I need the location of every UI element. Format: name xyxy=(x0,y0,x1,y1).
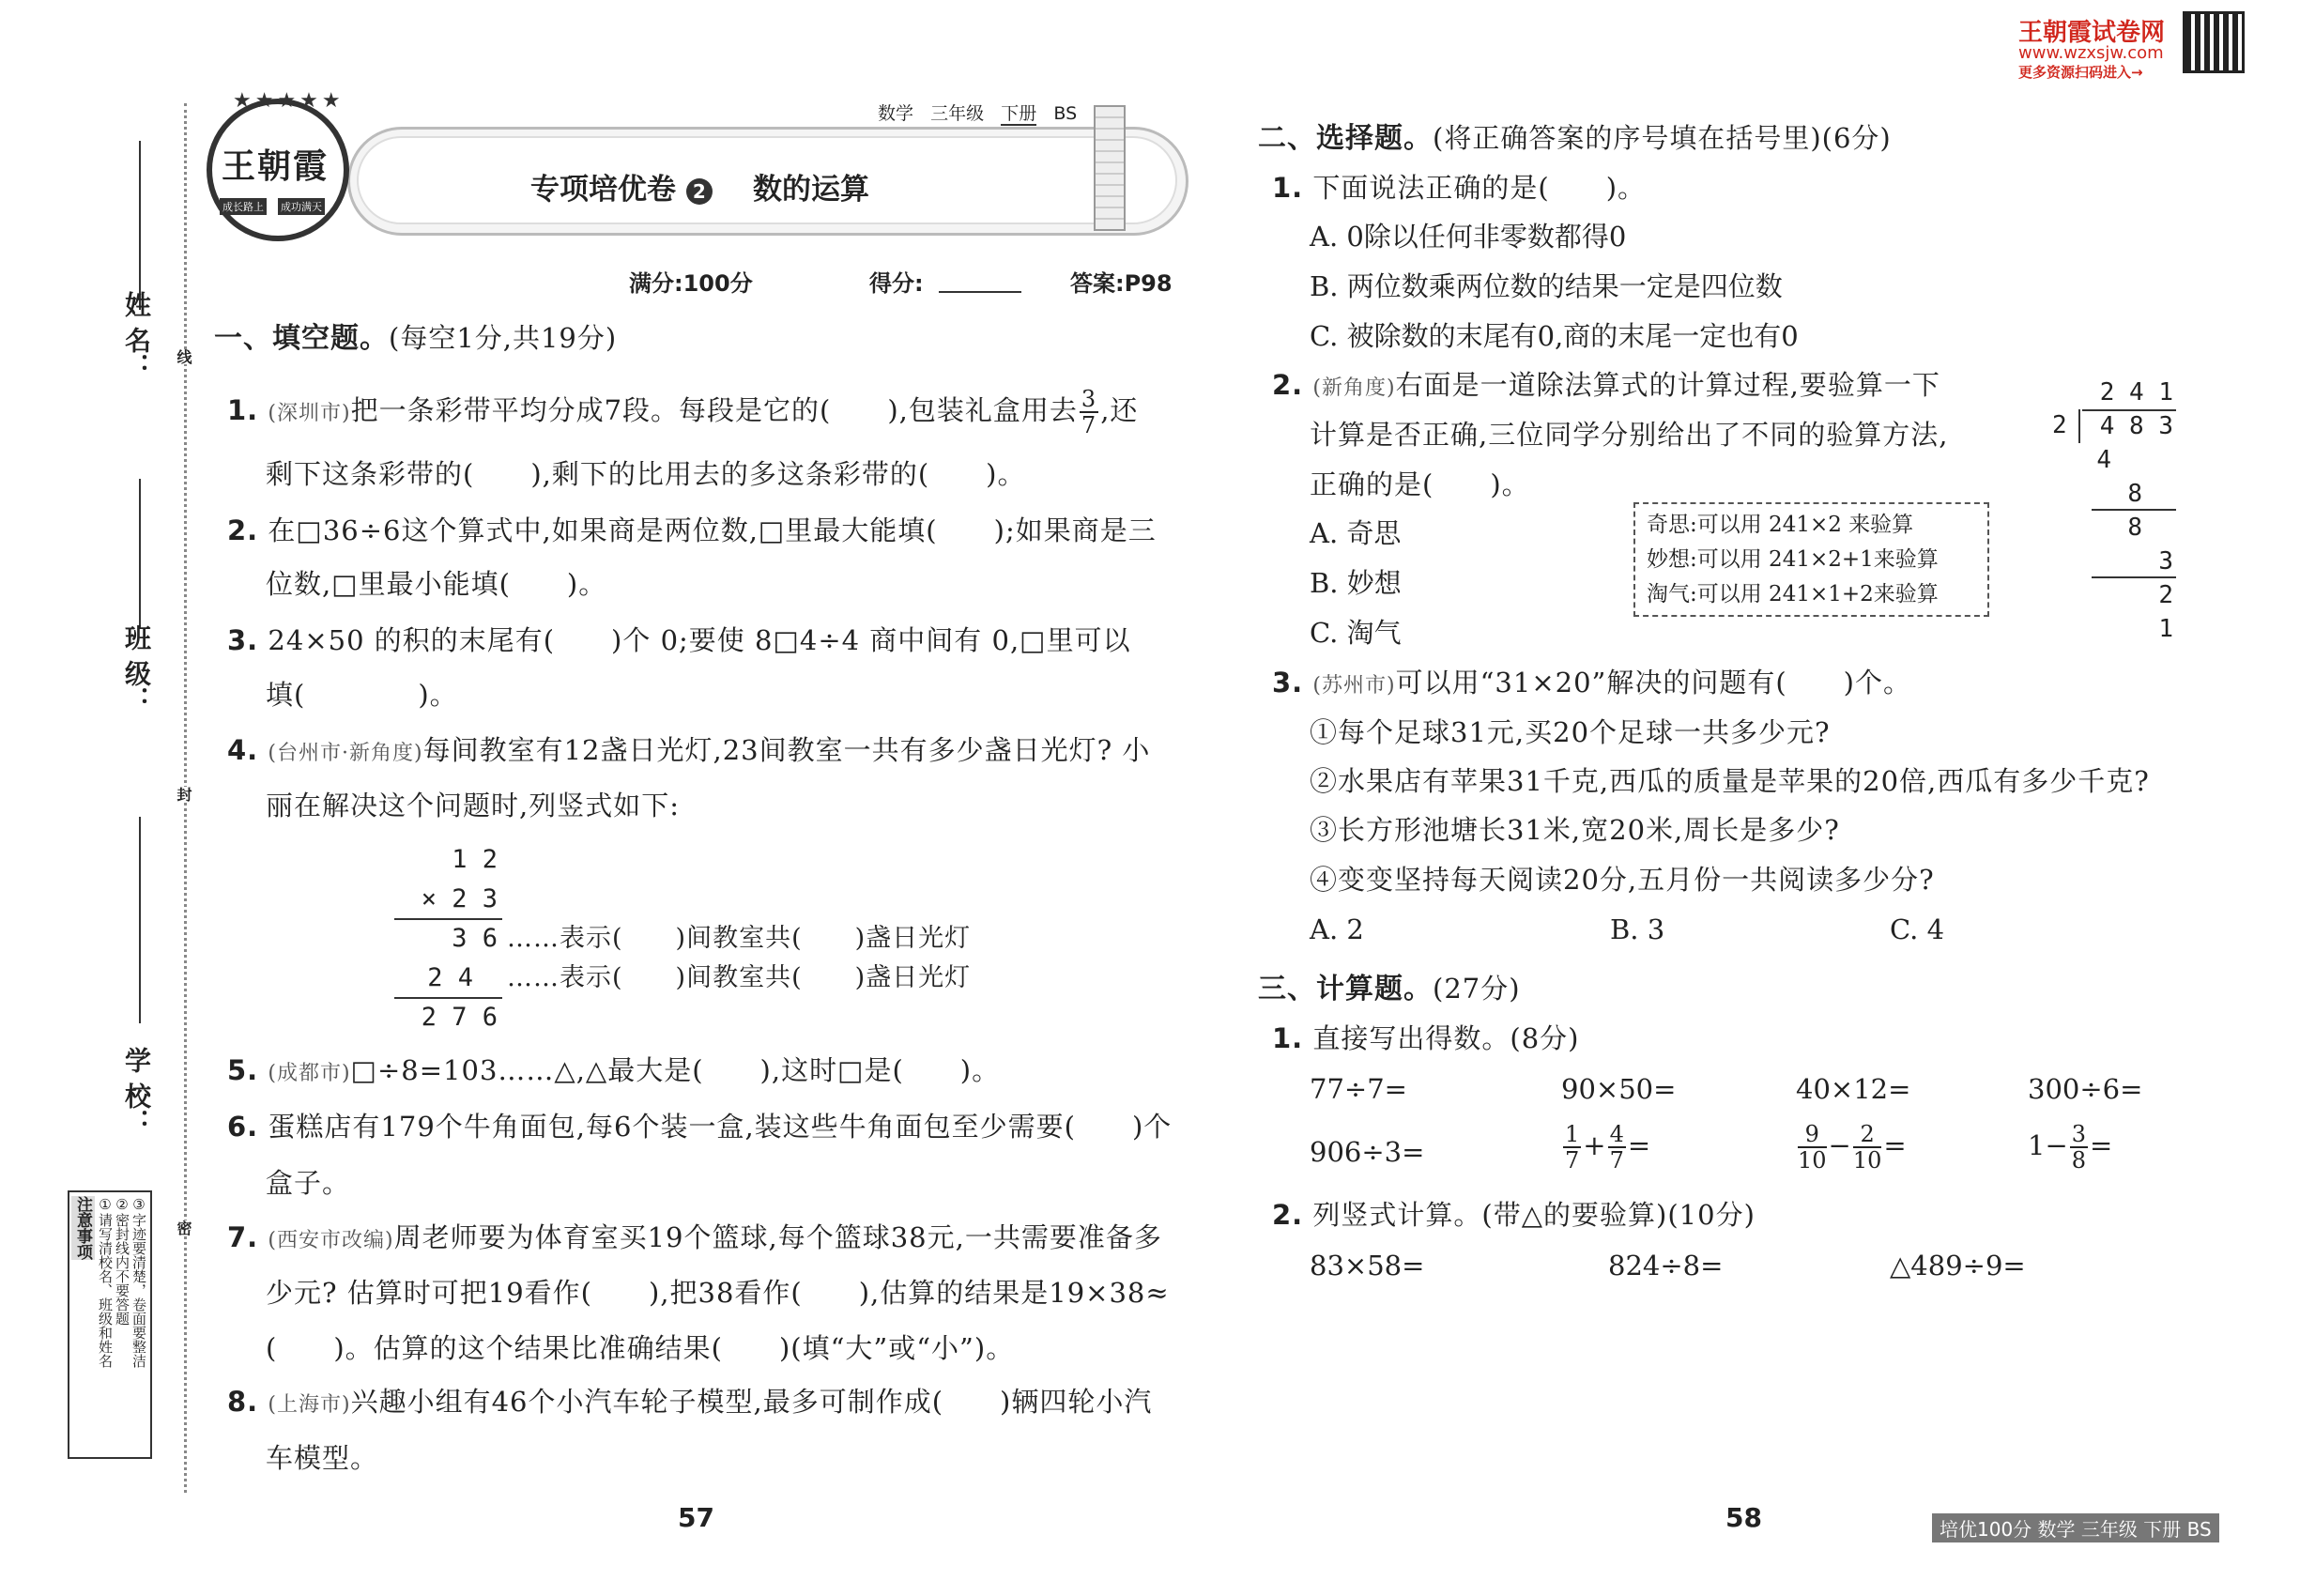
subject-tags xyxy=(878,100,1077,125)
div-quotient: 2 4 1 xyxy=(2099,378,2173,407)
school-blank xyxy=(139,817,141,1023)
k1-item: 90×50= xyxy=(1561,1073,1677,1105)
tag-edition: BS xyxy=(1053,103,1078,124)
method-line: 妙想:可以用 241×2+1来验算 xyxy=(1647,547,1939,572)
q1-text: 把一条彩带平均分成7段。每段是它的( ),包装礼盒用去 xyxy=(350,394,1078,426)
cut-mark: 线 xyxy=(175,349,192,364)
brand-url: www.wzxsjw.com xyxy=(2018,43,2164,63)
title-topic: 数的运算 xyxy=(752,173,869,207)
k1-fraction-item: 1− $\frac{3}{8}$ = xyxy=(2028,1121,2113,1174)
c2-line2: 计算是否正确,三位同学分别给出了不同的验算方法, xyxy=(1310,419,1949,451)
notice-box xyxy=(68,1190,152,1459)
k1-item: 906÷3= xyxy=(1310,1136,1425,1168)
class-blank xyxy=(139,479,141,629)
section1-note: (每空1分,共19分) xyxy=(389,322,618,354)
k1-item: 300÷6= xyxy=(2028,1073,2143,1105)
k1-text: 直接写出得数。(8分) xyxy=(1312,1022,1580,1054)
q4-annotation2: ……表示( )间教室共( )盏日光灯 xyxy=(507,963,972,992)
q6-line1: 蛋糕店有179个牛角面包,每6个装一盒,装这些牛角面包至少需要( )个 xyxy=(268,1111,1173,1143)
c1-option-b[interactable]: B. 两位数乘两位数的结果一定是四位数 xyxy=(1310,270,1783,302)
c3-num: 3. xyxy=(1272,667,1304,698)
c2-line1: 右面是一道除法算式的计算过程,要验算一下 xyxy=(1395,369,1940,401)
c3-option-c[interactable]: C. 4 xyxy=(1890,913,1945,945)
c2-long-division xyxy=(2075,376,2173,646)
c3-item: ④变变坚持每天阅读20分,五月份一共阅读多少分? xyxy=(1310,864,1935,896)
q6-num: 6. xyxy=(227,1111,259,1143)
c2-source: (新角度) xyxy=(1312,376,1396,400)
q3-line1: 24×50 的积的末尾有( )个 0;要使 8□4÷4 商中间有 0,□里可以 xyxy=(268,624,1131,656)
q1-fraction: $\frac{3}{7}$ xyxy=(1081,386,1097,438)
q4-source: (台州市·新角度) xyxy=(268,742,423,765)
school-label: 学 校： xyxy=(121,1047,152,1135)
c2-num: 2. xyxy=(1272,369,1304,401)
q7-num: 7. xyxy=(227,1221,259,1253)
q3-line2: 填( )。 xyxy=(266,679,458,711)
c3-item: ③长方形池塘长31米,宽20米,周长是多少? xyxy=(1310,814,1840,846)
q7-line2: 少元? 估算时可把19看作( ),把38看作( ),估算的结果是19×38≈ xyxy=(266,1277,1170,1309)
logo-sub: 成长路上 xyxy=(220,198,267,215)
q2-num: 2. xyxy=(227,514,259,546)
q7-line1: 周老师要为体育室买19个篮球,每个篮球38元,一共需要准备多 xyxy=(393,1221,1162,1253)
page-number-right: 58 xyxy=(1725,1502,1762,1533)
q4-annotation1: ……表示( )间教室共( )盏日光灯 xyxy=(507,924,972,953)
k2-item: 83×58= xyxy=(1310,1250,1425,1281)
k2-item: 824÷8= xyxy=(1608,1250,1724,1281)
div-step: 1 xyxy=(2158,615,2173,643)
score-label: 得分: xyxy=(869,270,924,297)
q2-line2: 位数,□里最小能填( )。 xyxy=(266,568,607,600)
star-icon: ★★★★★ xyxy=(233,89,345,113)
div-line xyxy=(2092,509,2176,511)
div-step: 8 xyxy=(2127,514,2142,542)
div-divisor: 2 xyxy=(2052,411,2067,439)
q7-source: (西安市改编) xyxy=(268,1229,394,1252)
section2-note: (将正确答案的序号填在括号里)(6分) xyxy=(1433,122,1892,154)
q1-line2: 剩下这条彩带的( ),剩下的比用去的多这条彩带的( )。 xyxy=(266,458,1026,490)
q4-vertical-calc xyxy=(394,840,498,1037)
k1-fraction-item: $\frac{1}{7}$ + $\frac{4}{7}$ = xyxy=(1565,1121,1651,1174)
tag-subject: 数学 xyxy=(878,103,914,124)
notice-line: ①请写清校名、班级和姓名 xyxy=(97,1196,114,1368)
k1-item: 40×12= xyxy=(1796,1073,1911,1105)
q6-line2: 盒子。 xyxy=(266,1167,351,1199)
k1-num: 1. xyxy=(1272,1022,1304,1054)
q8-line2: 车模型。 xyxy=(266,1442,379,1474)
notice-title: 注意事项 xyxy=(71,1196,95,1260)
section3-title: 三、计算题。 xyxy=(1258,973,1433,1005)
q2-line1: 在□36÷6这个算式中,如果商是两位数,□里最大能填( );如果商是三 xyxy=(268,514,1157,546)
q5-text: □÷8=103……△,△最大是( ),这时□是( )。 xyxy=(350,1054,1001,1086)
score-blank[interactable] xyxy=(939,291,1021,293)
calc-row: × 2 3 xyxy=(421,884,498,913)
logo-badge xyxy=(207,99,349,241)
div-step: 4 xyxy=(2096,446,2111,474)
q1-source: (深圳市) xyxy=(268,402,351,425)
k2-item: △489÷9= xyxy=(1890,1250,2026,1281)
div-bracket xyxy=(2082,409,2176,411)
k2-num: 2. xyxy=(1272,1199,1304,1231)
notice-line: ③字迹要清楚，卷面要整洁 xyxy=(130,1196,147,1368)
calc-row: 2 7 6 xyxy=(421,1003,498,1032)
method-line: 淘气:可以用 241×1+2来验算 xyxy=(1647,582,1939,606)
q8-num: 8. xyxy=(227,1386,259,1418)
logo-sub: 成功满天 xyxy=(278,198,325,215)
tag-grade: 三年级 xyxy=(930,103,985,124)
calc-line xyxy=(394,918,502,920)
answer-ref: 答案:P98 xyxy=(1070,270,1173,297)
calc-row: 2 4 xyxy=(427,963,473,992)
class-label: 班 级： xyxy=(121,624,152,713)
k1-fraction-item: $\frac{9}{10}$ − $\frac{2}{10}$ = xyxy=(1798,1121,1907,1174)
q4-line2: 丽在解决这个问题时,列竖式如下: xyxy=(266,790,680,821)
q5-num: 5. xyxy=(227,1054,259,1086)
section2-title: 二、选择题。 xyxy=(1258,122,1433,155)
method-line: 奇思:可以用 241×2 来验算 xyxy=(1647,513,1914,537)
q3-num: 3. xyxy=(227,624,259,656)
brand-slogan: 更多资源扫码进入→ xyxy=(2018,64,2143,81)
full-score: 满分:100分 xyxy=(629,270,753,297)
c3-item: ②水果店有苹果31千克,西瓜的质量是苹果的20倍,西瓜有多少千克? xyxy=(1310,765,2150,797)
div-line xyxy=(2092,576,2176,578)
lighthouse-icon xyxy=(1094,105,1126,231)
c1-text: 下面说法正确的是( )。 xyxy=(1312,172,1647,204)
c3-source: (苏州市) xyxy=(1312,674,1396,698)
tag-volume: 下册 xyxy=(1001,103,1037,124)
name-label: 姓 名： xyxy=(121,291,152,379)
div-dividend: 4 8 3 xyxy=(2099,412,2173,440)
calc-row: 3 6 xyxy=(452,924,498,953)
name-blank xyxy=(139,141,141,310)
q5-source: (成都市) xyxy=(268,1062,351,1085)
page-number-left: 57 xyxy=(678,1502,714,1533)
qr-code-icon xyxy=(2183,11,2245,73)
c2-option-a[interactable]: A. 奇思 xyxy=(1310,517,1402,549)
title-text: 专项培优卷 xyxy=(530,173,676,207)
c3-item: ①每个足球31元,买20个足球一共多少元? xyxy=(1310,716,1831,748)
q7-line3: ( )。估算的这个结果比准确结果( )(填“大”或“小”)。 xyxy=(266,1332,1015,1364)
c1-option-a[interactable]: A. 0除以任何非零数都得0 xyxy=(1310,221,1627,253)
c2-option-b[interactable]: B. 妙想 xyxy=(1310,567,1402,599)
k2-text: 列竖式计算。(带△的要验算)(10分) xyxy=(1312,1199,1756,1231)
calc-row: 1 2 xyxy=(452,845,498,874)
q8-source: (上海市) xyxy=(268,1393,351,1417)
q1-num: 1. xyxy=(227,394,259,426)
c3-option-b[interactable]: B. 3 xyxy=(1610,913,1665,945)
k1-item: 77÷7= xyxy=(1310,1073,1407,1105)
c3-option-a[interactable]: A. 2 xyxy=(1310,913,1364,945)
c2-option-c[interactable]: C. 淘气 xyxy=(1310,617,1402,649)
c1-option-c[interactable]: C. 被除数的末尾有0,商的末尾一定也有0 xyxy=(1310,320,1799,352)
title-number: 2 xyxy=(686,178,713,205)
calc-line xyxy=(394,997,502,999)
c2-method-box xyxy=(1633,502,1989,617)
div-step: 2 xyxy=(2158,581,2173,609)
div-step: 3 xyxy=(2158,547,2173,575)
c2-line3: 正确的是( )。 xyxy=(1310,468,1530,500)
brand-name: 王朝霞试卷网 xyxy=(2018,19,2166,47)
q8-line1: 兴趣小组有46个小汽车轮子模型,最多可制作成( )辆四轮小汽 xyxy=(350,1386,1153,1418)
div-bracket xyxy=(2078,409,2080,443)
q4-line1: 每间教室有12盏日光灯,23间教室一共有多少盏日光灯? 小 xyxy=(422,734,1151,766)
div-step: 8 xyxy=(2127,480,2142,508)
c1-num: 1. xyxy=(1272,172,1304,204)
c3-text: 可以用“31×20”解决的问题有( )个。 xyxy=(1395,667,1911,698)
paper-title xyxy=(530,165,869,207)
cut-mark: 封 xyxy=(175,787,192,802)
cut-mark: 密 xyxy=(175,1220,192,1235)
section1-title: 一、填空题。 xyxy=(214,322,389,355)
notice-line: ②密封线内不要答题 xyxy=(114,1196,130,1326)
q1-text-end: ,还 xyxy=(1100,394,1139,426)
footer-tag: 培优100分 数学 三年级 下册 BS xyxy=(1932,1513,2219,1542)
section3-note: (27分) xyxy=(1433,973,1521,1005)
logo-text: 王朝霞 xyxy=(222,147,330,186)
q4-num: 4. xyxy=(227,734,259,766)
